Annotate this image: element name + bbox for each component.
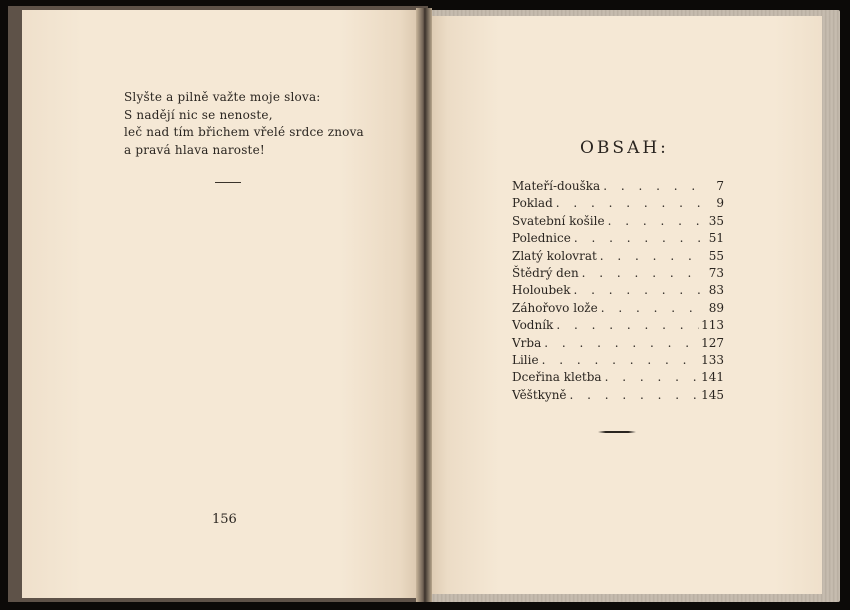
poem-stanza (124, 89, 364, 159)
toc-entry-title: Polednice (512, 231, 571, 246)
toc-leader-dots (556, 318, 699, 332)
toc-entry-title: Vodník (512, 318, 554, 333)
toc-entry-title: Holoubek (512, 283, 571, 298)
toc-entry (512, 266, 724, 283)
toc-entry-title: Vrba (512, 335, 542, 350)
toc-entry-page: 113 (701, 318, 724, 333)
toc-entry-page: 9 (716, 196, 724, 211)
toc-leader-dots (605, 370, 700, 384)
toc-entry-title: Lilie (512, 352, 539, 367)
toc-entry-page: 141 (701, 370, 724, 385)
toc-entry (512, 283, 724, 300)
toc-entry-page: 89 (708, 300, 724, 315)
toc-entry (512, 214, 724, 231)
toc-leader-dots (542, 353, 700, 367)
toc-leader-dots (574, 231, 704, 245)
toc-entry (512, 388, 724, 405)
toc-entry (512, 318, 724, 335)
poem-line: Slyšte a pilně važte moje slova: (124, 90, 321, 104)
toc-leader-dots (570, 388, 700, 402)
toc-leader-dots (600, 249, 704, 263)
section-divider (598, 431, 636, 433)
toc-leader-dots (608, 214, 704, 228)
toc-title: OBSAH: (580, 138, 669, 158)
toc-leader-dots (582, 266, 704, 280)
poem-line: a pravá hlava naroste! (124, 142, 265, 157)
toc-entry (512, 179, 724, 196)
toc-entry-page: 127 (701, 335, 724, 350)
toc-entry-title: Dceřina kletba (512, 370, 602, 385)
toc-entry-title: Záhořovo lože (512, 300, 598, 315)
toc-entry (512, 353, 724, 370)
toc-entry-title: Mateří-douška (512, 179, 601, 193)
section-divider (215, 182, 241, 183)
poem-line: S nadějí nic se nenoste, (124, 107, 273, 122)
toc-entry (512, 301, 724, 318)
right-page (428, 16, 822, 594)
toc-entry-page: 133 (701, 352, 724, 367)
toc-leader-dots (601, 301, 704, 315)
page-number: 156 (212, 512, 237, 527)
toc-entry-page: 35 (708, 213, 724, 228)
left-page (22, 10, 420, 598)
poem-line: leč nad tím břichem vřelé srdce znova (124, 125, 364, 139)
toc-entry-title: Svatební košile (512, 213, 605, 228)
toc-entry-page: 145 (701, 387, 724, 402)
toc-entry-title: Poklad (512, 196, 553, 211)
toc-entry-page: 51 (708, 231, 724, 246)
toc-entry (512, 249, 724, 266)
table-of-contents (512, 179, 724, 405)
toc-entry (512, 336, 724, 353)
toc-entry-title: Zlatý kolovrat (512, 248, 597, 263)
toc-entry-title: Štědrý den (512, 265, 579, 280)
toc-leader-dots (544, 336, 699, 350)
toc-leader-dots (574, 283, 704, 297)
toc-entry (512, 196, 724, 213)
toc-leader-dots (603, 179, 704, 193)
toc-entry-page: 7 (716, 179, 724, 193)
book-spine-gutter (416, 8, 432, 602)
toc-entry-title: Věštkyně (512, 387, 567, 402)
toc-entry-page: 55 (708, 248, 724, 263)
toc-entry (512, 231, 724, 248)
toc-leader-dots (556, 196, 704, 210)
toc-entry-page: 73 (708, 265, 724, 280)
toc-entry-page: 83 (708, 283, 724, 298)
toc-entry (512, 370, 724, 387)
